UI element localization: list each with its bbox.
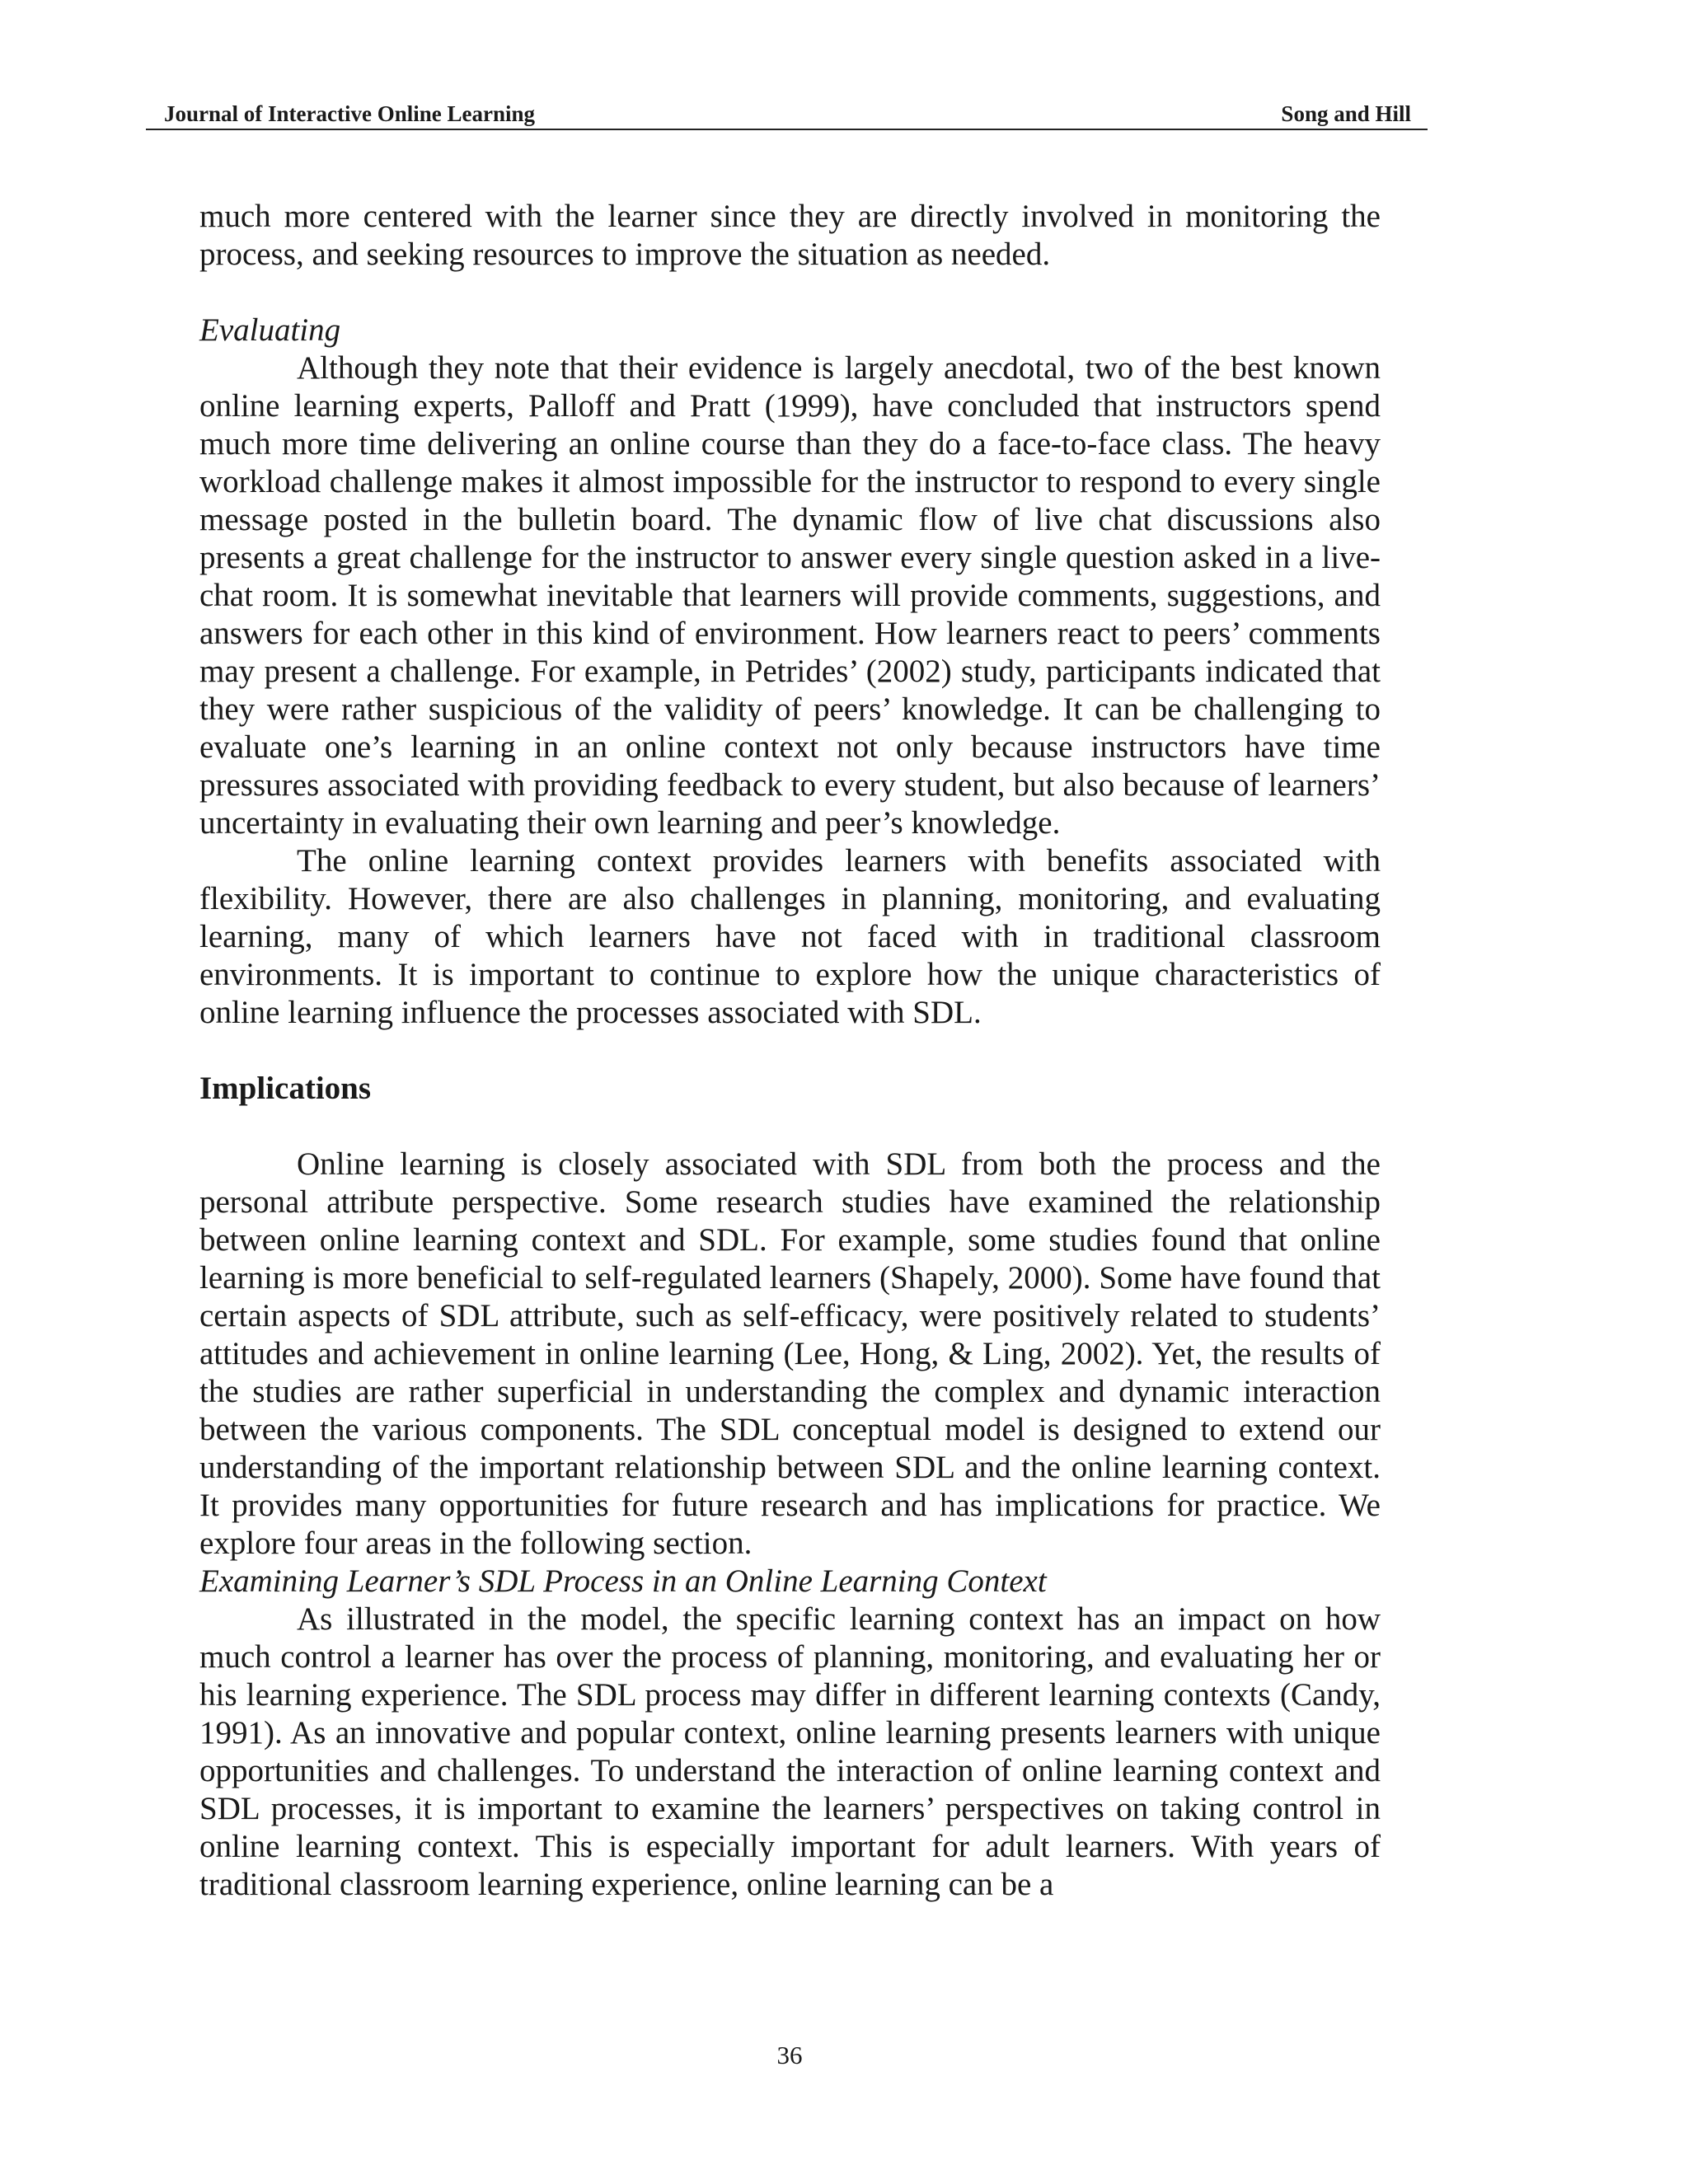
implications-paragraph-1: Online learning is closely associated with SDL from both the process and the personal attribute perspective. Some research studies have examined the relationship between online learning context and SDL. For example, some studies found that online learning is more beneficial to self-regulated learners (Shapely, 2000). Some have found that certain aspects of SDL attribute, such as self-efficacy, were positively related to students’ attitudes and achievement in online learning (Lee, Hong, & Ling, 2002). Yet, the results of the studies are rather superficial in understanding the complex and dynamic interaction between the various components. The SDL conceptual model is designed to extend our understanding of the important relationship between SDL and the online learning context. It provides many opportunities for future research and has implications for practice. We explore four areas in the following section. (199, 1146, 1381, 1561)
evaluating-paragraph-2: The online learning context provides learners with benefits associated with flexibility. However, there are also challenges in planning, monitoring, and evaluating learning, many of which learners have not faced with in traditional classroom environments. It is important to continue to explore how the unique characteristics of online learning influence the processes associated with SDL. (199, 843, 1381, 1030)
author-names: Song and Hill (1281, 101, 1411, 126)
journal-title: Journal of Interactive Online Learning (164, 101, 535, 126)
paragraph-spacer (199, 1108, 1381, 1146)
page-number: 36 (776, 2041, 803, 2069)
examining-paragraph-1: As illustrated in the model, the specific learning context has an impact on how much control a learner has over the process of planning, monitoring, and evaluating her or his learning experience. The SDL process may differ in different learning contexts (Candy, 1991). As an innovative and popular context, online learning presents learners with unique opportunities and challenges. To understand the interaction of online learning context and SDL processes, it is important to examine the learners’ perspectives on taking control in online learning context. This is especially important for adult learners. With years of traditional classroom learning experience, online learning can be a (199, 1601, 1381, 1902)
paragraph-spacer (199, 274, 1381, 312)
paragraph-spacer (199, 1032, 1381, 1070)
subheading-evaluating: Evaluating (199, 312, 341, 348)
evaluating-paragraph-1: Although they note that their evidence is largely anecdotal, two of the best known online learning experts, Palloff and Pratt (1999), have concluded that instructors spend much more time delivering an online course than they do a face-to-face class. The heavy workload challenge makes it almost impossible for the instructor to respond to every single message posted in the bulletin board. The dynamic flow of live chat discussions also presents a great challenge for the instructor to answer every single question asked in a live-chat room. It is somewhat inevitable that learners will provide comments, suggestions, and answers for each other in this kind of environment. How learners react to peers’ comments may present a challenge. For example, in Petrides’ (2002) study, participants indicated that they were rather suspicious of the validity of peers’ knowledge. It can be challenging to evaluate one’s learning in an online context not only because instructors have time pressures associated with providing feedback to every student, but also because of learners’ uncertainty in evaluating their own learning and peer’s knowledge. (199, 350, 1381, 841)
subheading-examining: Examining Learner’s SDL Process in an Online Learning Context (199, 1563, 1047, 1599)
section-heading-implications: Implications (199, 1071, 372, 1106)
continuation-paragraph: much more centered with the learner since they are directly involved in monitoring the process, and seeking resources to improve the situation as needed. (199, 199, 1381, 272)
running-header (146, 96, 1428, 130)
body-text (199, 198, 1381, 1904)
